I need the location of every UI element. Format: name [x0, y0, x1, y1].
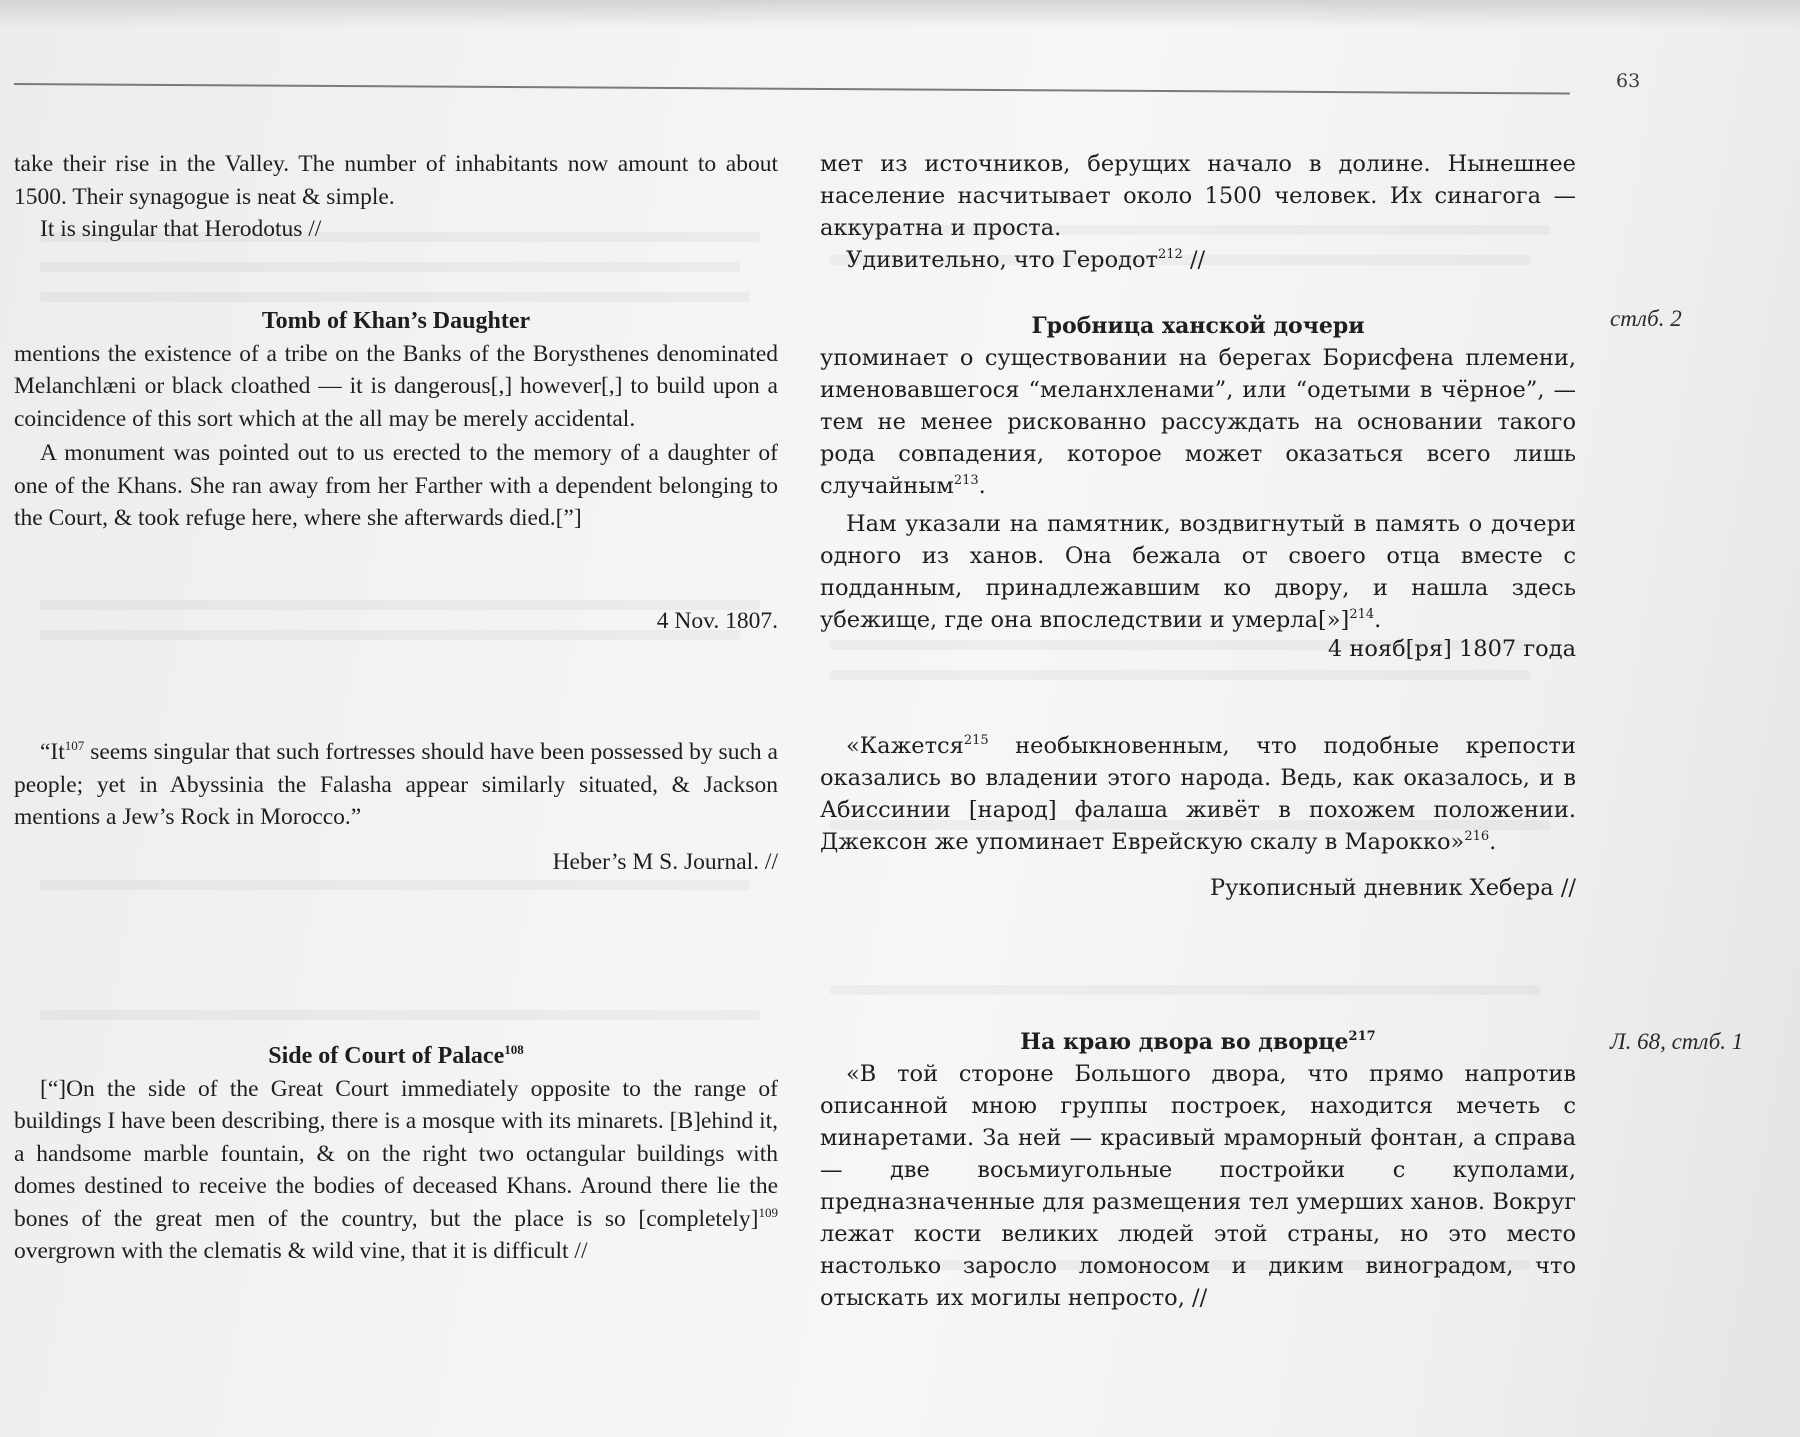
footnote-ref-215: 215 [963, 733, 989, 748]
russian-heading-court [820, 1026, 1576, 1058]
page-number: 63 [1616, 70, 1641, 92]
russian-heading-tomb: Гробница ханской дочери [1031, 313, 1365, 339]
russian-intro-text: мет из источников, берущих начало в долине. Нынешнее население насчитывает около 1500 человек. Их синагога — аккуратна и проста. [820, 151, 1576, 241]
russian-intro [820, 148, 1576, 276]
page-top-shadow [0, 0, 1800, 28]
russian-para-monument-text: Нам указали на памятник, воздвигнутый в память о дочери одного из ханов. Она бежала от своего отца вместе с подданным, принадлежавшим ко двору, и нашла здесь убежище, где она впоследствии и умерла[»] [820, 511, 1576, 633]
russian-quote-end: . [1489, 829, 1497, 855]
english-heading-court [14, 1040, 778, 1073]
english-para-borysthenes: mentions the existence of a tribe on the Banks of the Borysthenes denominated Melanchlæni or black cloathed — it is dangerous[,] however[,] to build upon a coincidence of this sort which at the all may be merely accidental. [14, 340, 778, 432]
russian-para-borysthenes-end: . [978, 473, 986, 499]
footnote-ref-214: 214 [1349, 607, 1375, 622]
header-rule [14, 83, 1570, 95]
english-section-tomb [14, 305, 778, 535]
russian-herodotus-end: // [1182, 247, 1206, 273]
russian-para-borysthenes-text: упоминает о существовании на берегах Борисфена племени, именовавшегося “меланхленами”, или “одетыми в чёрное”, — тем не менее рискованно рассуждать на основании такого рода совпадения, которое может оказаться всего лишь случайным [820, 345, 1576, 499]
english-heading-tomb: Tomb of Khan’s Daughter [261, 308, 531, 334]
russian-date-block [820, 633, 1576, 665]
footnote-ref-212: 212 [1157, 247, 1183, 262]
russian-quote-block [820, 730, 1576, 904]
english-quote-block [14, 736, 778, 878]
english-quote-text: seems singular that such fortresses should have been possessed by such a people; yet in Abyssinia the Falasha appear similarly situated, & Jackson mentions a Jew’s Rock in Morocco.” [14, 739, 778, 830]
russian-para-borysthenes [820, 342, 1576, 502]
russian-section-tomb [820, 310, 1576, 636]
english-heading-court-text: Side of Court of Palace [268, 1043, 505, 1069]
russian-intro-herodotus [820, 244, 1576, 276]
english-para-court [14, 1073, 778, 1268]
russian-date: 4 нояб[ря] 1807 года [1327, 636, 1576, 662]
footnote-ref-216: 216 [1464, 829, 1490, 844]
russian-quote-open: «Кажется [846, 733, 964, 759]
english-quote-source: Heber’s M S. Journal. // [552, 848, 778, 875]
russian-quote-source: Рукописный дневник Хебера // [1210, 875, 1576, 901]
footnote-ref-213: 213 [953, 473, 979, 488]
footnote-ref-107: 107 [64, 738, 85, 753]
russian-para-monument [820, 508, 1576, 636]
russian-quote-text: необыкновенным, что подобные крепости оказались во владении этого народа. Ведь, как оказалось, и в Абиссинии [народ] фалаша живёт в похожем положении. Джексон же упоминает Еврейскую скалу в Марокко» [820, 733, 1576, 855]
footnote-ref-217: 217 [1348, 1029, 1376, 1044]
english-para-court-text: [“]On the side of the Great Court immediately opposite to the range of buildings I have been describing, there is a mosque with its minarets. [B]ehind it, a handsome marble fountain, & on the right two octangular buildings with domes destined to receive the bodies of deceased Khans. Around there lie the bones of the great men of the country, but the place is so [completely] [14, 1075, 778, 1232]
russian-para-monument-end: . [1374, 607, 1382, 633]
russian-quote [820, 730, 1576, 858]
footnote-ref-108: 108 [504, 1042, 524, 1057]
russian-heading-court-text: На краю двора во дворце [1020, 1029, 1349, 1055]
english-quote-open: “It [40, 739, 65, 765]
english-date-block [14, 605, 778, 638]
english-section-court [14, 1040, 778, 1268]
english-intro-herodotus: It is singular that Herodotus // [40, 216, 322, 242]
margin-note-column-2: стлб. 2 [1610, 306, 1682, 331]
english-quote [14, 736, 778, 834]
english-intro [14, 148, 778, 246]
english-para-monument: A monument was pointed out to us erected to the memory of a daughter of one of the Khans. She ran away from her Farther with a dependent belonging to the Court, & took refuge here, where she afterwards died.[”] [14, 440, 778, 531]
footnote-ref-109: 109 [758, 1204, 778, 1220]
russian-para-court: «В той стороне Большого двора, что прямо напротив описанной мною группы построек, находится мечеть с минаретами. За ней — красивый мраморный фонтан, а справа — две восьмиугольные постройки с куполами, предназначенные для размещения тел умерших ханов. Вокруг лежат кости великих людей этой страны, но это место настолько заросло ломоносом и диким виноградом, что отыскать их могилы непросто, // [820, 1061, 1576, 1311]
english-date: 4 Nov. 1807. [656, 608, 778, 634]
russian-section-court [820, 1026, 1576, 1314]
margin-note-leaf-68: Л. 68, стлб. 1 [1610, 1029, 1744, 1054]
english-para-court-end: overgrown with the clematis & wild vine, that it is difficult // [14, 1238, 588, 1264]
russian-herodotus-text: Удивительно, что Геродот [846, 247, 1158, 273]
english-intro-text: take their rise in the Valley. The number of inhabitants now amount to about 1500. Their synagogue is neat & simple. [14, 151, 778, 210]
